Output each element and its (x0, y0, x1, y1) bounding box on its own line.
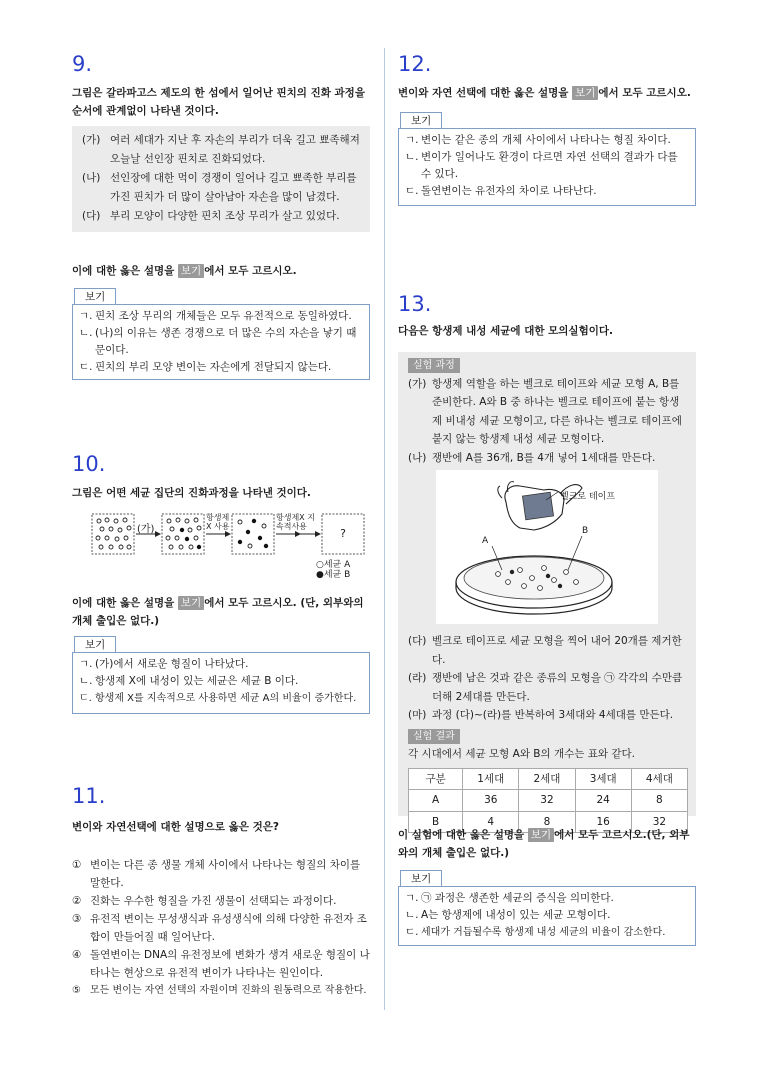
table-header-row: 구분 1세대 2세대 3세대 4세대 (409, 768, 688, 790)
q10-bogi-item: ㄱ. (가)에서 새로운 형질이 나타났다. (79, 658, 249, 670)
q10-stem: 그림은 어떤 세균 집단의 진화과정을 나타낸 것이다. (72, 487, 311, 499)
q13-step-ma: (마) 과정 (다)~(라)를 반복하여 3세대와 4세대를 만든다. (408, 709, 674, 721)
q11-number: 11. (72, 784, 106, 808)
q9-bogi-item: ㄴ. (나)의 이유는 생존 경쟁으로 더 많은 수의 자손을 낳기 때문이다. (79, 327, 357, 356)
q12-bogi-tag: 보기 (572, 86, 598, 100)
q9-question: 이에 대한 옳은 설명을 보기 에서 모두 고르시오. (72, 265, 297, 277)
q13-step-ga: (가) 항생제 역할을 하는 벨크로 테이프와 세균 모형 A, B를 준비한다. A와 B 중 하나는 벨크로 테이프에 붙는 항생제 비내성 세균 모형이고, 다른 하나는 벨크로 테이프에 붙지 않는 항생제 내성 세균 모형이다. (408, 377, 682, 445)
q12-bogi-item: ㄱ. 변이는 같은 종의 개체 사이에서 나타나는 형질 차이다. (405, 134, 671, 146)
q10-unknown-mark: ? (340, 527, 346, 540)
q10-number: 10. (72, 452, 106, 476)
q11-stem: 변이와 자연선택에 대한 설명으로 옳은 것은? (72, 821, 279, 833)
q10-bogi-tag: 보기 (178, 596, 204, 610)
table-row: A 36 32 24 8 (409, 790, 688, 812)
q9-bogi-item: ㄷ. 핀치의 부리 모양 변이는 자손에게 전달되지 않는다. (79, 361, 332, 373)
q9-number: 9. (72, 52, 93, 76)
q13-result-text: 각 시대에서 세균 모형 A와 B의 개수는 표와 같다. (408, 748, 635, 760)
q11-choice-1[interactable]: ① 변이는 다른 종 생물 개체 사이에서 나타나는 형질의 차이를 말한다. (72, 859, 361, 889)
q12-bogi-item: ㄷ. 돌연변이는 유전자의 차이로 나타난다. (405, 185, 597, 197)
q12-bogi-box (398, 128, 696, 206)
q11-choice-5[interactable]: ⑤ 모든 변이는 자연 선택의 자원이며 진화의 원동력으로 작용한다. (72, 985, 367, 996)
q10-legend (316, 560, 350, 580)
q13-bogi-item: ㄱ. ㉠ 과정은 생존한 세균의 증식을 의미한다. (405, 892, 614, 904)
q13-step-ra: (라) 쟁반에 남은 것과 같은 종류의 모형을 ㉠ 각각의 수만큼 더해 2세대를 만든다. (408, 672, 683, 703)
q13-step-da: (다) 벨크로 테이프로 세균 모형을 찍어 내어 20개를 제거한다. (408, 635, 682, 666)
q13-bogi-item: ㄷ. 세대가 거듭될수록 항생제 내성 세균의 비율이 감소한다. (405, 926, 666, 938)
q10-bogi-label: 보기 (74, 636, 116, 653)
q13-process-head: 실험 과정 (408, 358, 460, 373)
q13-steps-bottom (408, 632, 688, 833)
q13-label-b: B (582, 526, 589, 536)
q10-bogi-item: ㄷ. 항생제 X를 지속적으로 사용하면 세균 A의 비율이 증가한다. (79, 693, 357, 704)
q10-bogi-item: ㄴ. 항생제 X에 내성이 있는 세균은 세균 B 이다. (79, 675, 299, 687)
q13-bogi-label: 보기 (400, 870, 442, 887)
q11-choice-3[interactable]: ③ 유전적 변이는 무성생식과 유성생식에 의해 다양한 유전자 조합이 만들어질 때 일어난다. (72, 913, 367, 943)
q13-bogi-tag: 보기 (528, 828, 554, 842)
column-divider (384, 48, 385, 1010)
q13-result-table (408, 768, 688, 834)
q13-question: 이 실험에 대한 옳은 설명을 보기 에서 모두 고르시오.(단, 외부와의 개체 출입은 없다.) (398, 829, 690, 859)
q9-scenario-na: (나) 선인장에 대한 먹이 경쟁이 일어나 길고 뾰족한 부리를 가진 핀치가 더 많이 살아남아 자손을 많이 남겼다. (82, 172, 357, 203)
q10-label-use2: 항생제X 지속적사용 (276, 513, 315, 531)
q10-label-ga: (가) (137, 524, 155, 535)
q9-bogi-tag: 보기 (178, 264, 204, 278)
q13-result-head: 실험 결과 (408, 729, 460, 744)
table-row: B 4 8 16 32 (409, 811, 688, 833)
q9-scenario-da: (다) 부리 모양이 다양한 핀치 조상 무리가 살고 있었다. (82, 210, 340, 222)
q11-choice-4[interactable]: ④ 돌연변이는 DNA의 유전정보에 변화가 생겨 새로운 형질이 나타나는 현상으로 유전적 변이가 나타나는 원인이다. (72, 949, 370, 979)
q13-number: 13. (398, 292, 432, 316)
q10-diagram (90, 510, 370, 582)
q10-bogi-box (72, 652, 370, 714)
q13-figure (436, 470, 658, 624)
q13-experiment-box (398, 352, 696, 828)
velcro-tape-icon (522, 492, 553, 520)
q12-question: 변이와 자연 선택에 대한 옳은 설명을 보기 에서 모두 고르시오. (398, 87, 691, 99)
q13-label-a: A (482, 536, 489, 546)
q13-step-na: (나) 쟁반에 A를 36개, B를 4개 넣어 1세대를 만든다. (408, 451, 656, 464)
q9-scenario-ga: (가) 여러 세대가 지난 후 자손의 부리가 더욱 길고 뾰족해져 오늘날 선인장 핀치로 진화되었다. (82, 134, 360, 165)
q10-label-use1: 항생제X 사용 (206, 513, 230, 531)
q9-bogi-item: ㄱ. 핀치 조상 무리의 개체들은 모두 유전적으로 동일하였다. (79, 310, 352, 322)
q13-figure-svg (436, 470, 658, 624)
q9-scenario-box (72, 126, 370, 232)
q12-bogi-item: ㄴ. 변이가 일어나도 환경이 다르면 자연 선택의 결과가 다를 수 있다. (405, 151, 678, 180)
q13-bogi-box (398, 886, 696, 946)
q9-stem: 그림은 갈라파고스 제도의 한 섬에서 일어난 핀치의 진화 과정을 순서에 관계없이 나타낸 것이다. (72, 87, 365, 117)
q12-bogi-label: 보기 (400, 112, 442, 129)
q13-bogi-item: ㄴ. A는 항생제에 내성이 있는 세균 모형이다. (405, 909, 611, 921)
q10-legend-b: ●세균 B (316, 570, 351, 580)
q13-label-tape: 벨크로 테이프 (560, 492, 616, 502)
q12-number: 12. (398, 52, 432, 76)
q10-question: 이에 대한 옳은 설명을 보기 에서 모두 고르시오. (단, 외부와의 개체 출입은 없다.) (72, 597, 364, 627)
q13-stem: 다음은 항생제 내성 세균에 대한 모의실험이다. (398, 325, 613, 337)
q9-bogi-box (72, 304, 370, 380)
q11-choice-2[interactable]: ② 진화는 우수한 형질을 가진 생물이 선택되는 과정이다. (72, 895, 337, 907)
q9-bogi-label: 보기 (74, 288, 116, 305)
q10-legend-a: ○세균 A (316, 560, 351, 570)
